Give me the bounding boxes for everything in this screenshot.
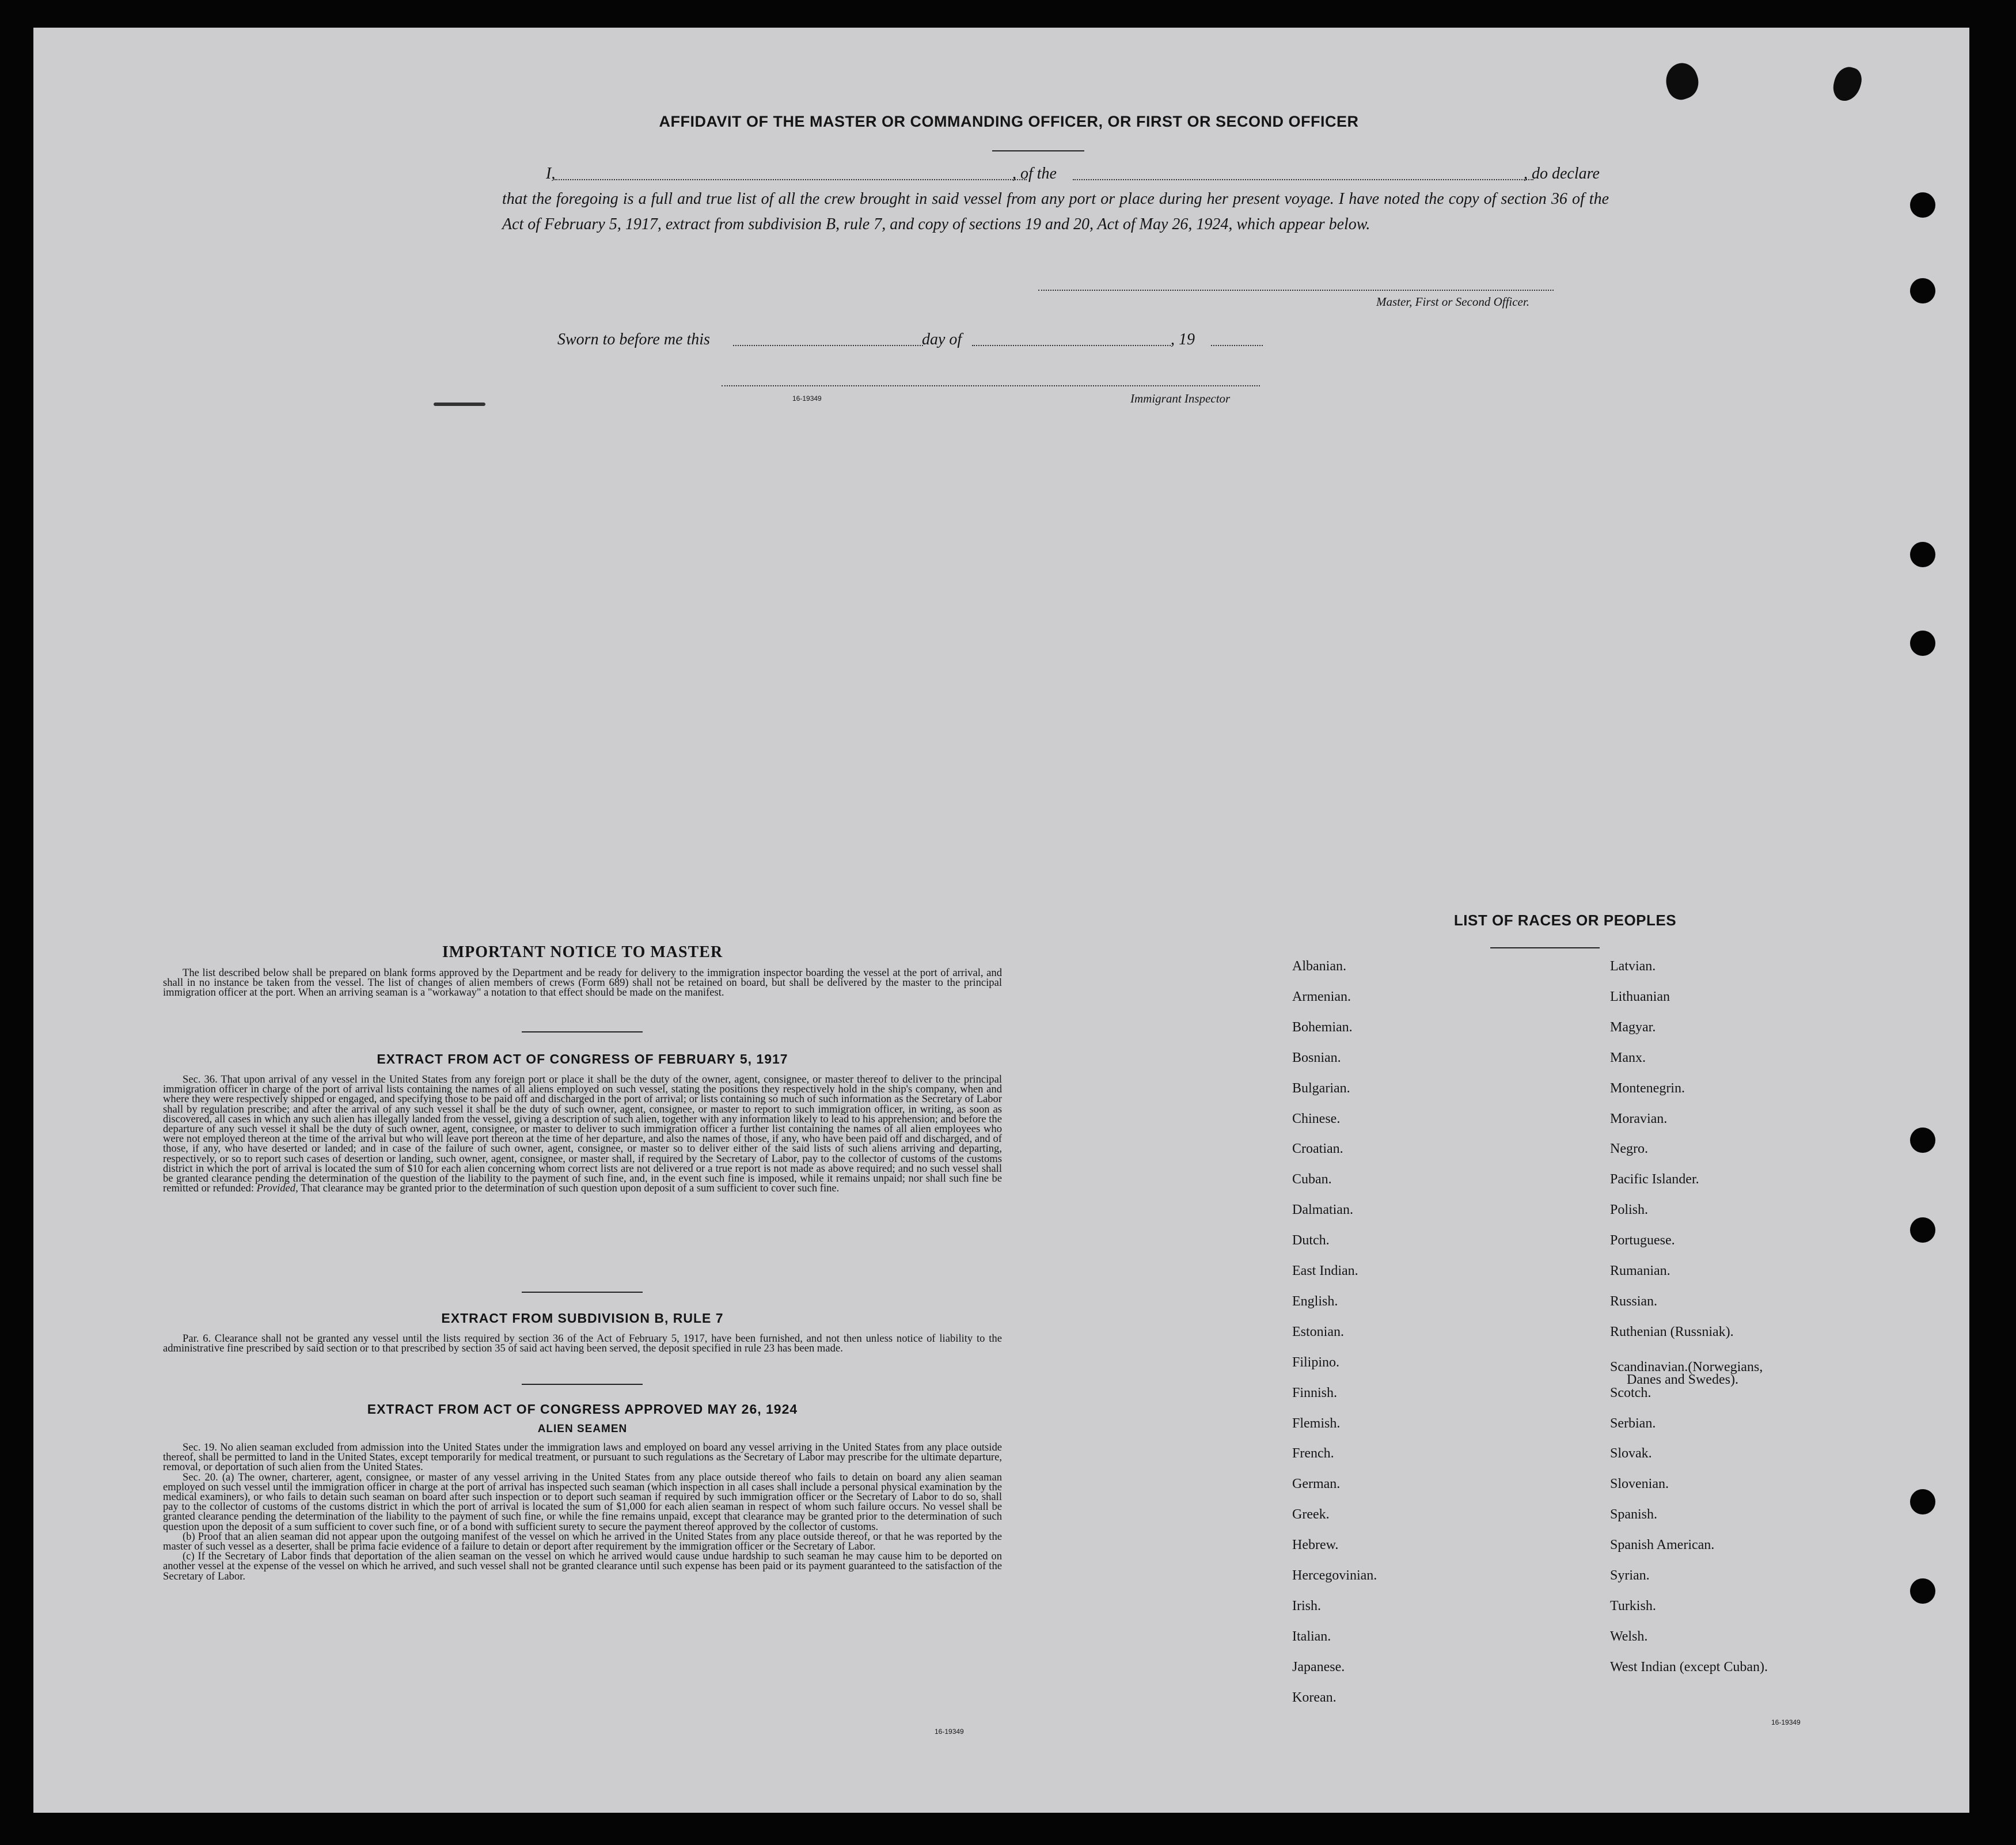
race-item: Welsh. xyxy=(1610,1628,1648,1644)
race-item: Japanese. xyxy=(1292,1659,1345,1675)
affidavit-of-the-label: , of the xyxy=(1012,165,1057,183)
rule7-title: EXTRACT FROM SUBDIVISION B, RULE 7 xyxy=(441,1311,724,1326)
document-page xyxy=(33,28,1969,1813)
race-item: Bulgarian. xyxy=(1292,1080,1350,1096)
race-item: Spanish. xyxy=(1610,1507,1658,1523)
sworn-year-field[interactable] xyxy=(1211,345,1263,346)
race-item: Slovak. xyxy=(1610,1446,1652,1461)
form-number-right: 16-19349 xyxy=(1771,1718,1801,1726)
rule7-paragraph: Par. 6. Clearance shall not be granted any vessel until the lists required by section 36 of the Act of February 5, 1917, have been furnished, and not then unless notice of liability to the administrative fine prescribed by said section or to that prescribed by section 35 of said act having been served, the deposit specified in rule 23 has been made. xyxy=(163,1332,1002,1355)
race-item: Slovenian. xyxy=(1610,1476,1669,1492)
race-item: Italian. xyxy=(1292,1628,1331,1644)
race-item: Albanian. xyxy=(1292,959,1346,974)
race-item: Serbian. xyxy=(1610,1415,1656,1431)
race-item: Magyar. xyxy=(1610,1019,1656,1035)
race-item: Portuguese. xyxy=(1610,1233,1675,1248)
race-item: English. xyxy=(1292,1293,1338,1309)
extract-1924-title: EXTRACT FROM ACT OF CONGRESS APPROVED MAY 26, 1924 xyxy=(367,1402,798,1417)
title-divider xyxy=(992,150,1084,151)
affidavit-i-label: I, xyxy=(546,165,556,183)
notice-text xyxy=(163,968,1002,998)
race-item: Montenegrin. xyxy=(1610,1080,1685,1096)
affidavit-declare-label: , do declare xyxy=(1524,165,1600,183)
ink-blot-2 xyxy=(1830,64,1865,104)
punch-hole-6 xyxy=(1910,1217,1935,1243)
race-item: Chinese. xyxy=(1292,1111,1341,1126)
extract-1917-title: EXTRACT FROM ACT OF CONGRESS OF FEBRUARY 5, 1917 xyxy=(377,1051,788,1066)
race-item: Lithuanian xyxy=(1610,989,1670,1004)
races-title: LIST OF RACES OR PEOPLES xyxy=(1453,912,1677,929)
affidavit-title: AFFIDAVIT OF THE MASTER OR COMMANDING OFFICER, OR FIRST OR SECOND OFFICER xyxy=(659,113,1359,130)
race-item: Moravian. xyxy=(1610,1111,1668,1126)
notice-title: IMPORTANT NOTICE TO MASTER xyxy=(442,943,723,961)
race-item: Finnish. xyxy=(1292,1385,1338,1400)
sworn-month-field[interactable] xyxy=(972,345,1171,346)
punch-hole-1 xyxy=(1910,192,1935,218)
form-number-top: 16-19349 xyxy=(792,394,822,403)
punch-hole-8 xyxy=(1910,1578,1935,1604)
proviso-text: That clearance may be granted prior to the determination of such question upon deposit of a sum sufficient to cover such fine. xyxy=(301,1182,840,1195)
race-item: Flemish. xyxy=(1292,1415,1341,1431)
punch-hole-7 xyxy=(1910,1489,1935,1514)
sec20b-paragraph: (b) Proof that an alien seaman did not appear upon the outgoing manifest of the vessel on which he arrived in the United States from any place outside thereof, or that he was reported by the master of such vessel as a deserter, shall be prima facie evidence of a failure to detain or deport after requirement by the immigration officer or the Secretary of Labor. xyxy=(163,1530,1002,1553)
race-item: Dutch. xyxy=(1292,1233,1330,1248)
race-item: Bohemian. xyxy=(1292,1019,1353,1035)
race-item: Greek. xyxy=(1292,1507,1330,1523)
punch-hole-5 xyxy=(1910,1128,1935,1153)
race-item: Korean. xyxy=(1292,1690,1337,1705)
race-item: Ruthenian (Russniak). xyxy=(1610,1324,1734,1339)
race-item: West Indian (except Cuban). xyxy=(1610,1659,1768,1675)
rule7-divider xyxy=(522,1384,643,1385)
rule7-text xyxy=(163,1334,1002,1353)
master-signature-line[interactable] xyxy=(1038,290,1554,291)
extract-1917-divider xyxy=(522,1292,643,1293)
master-signature-caption: Master, First or Second Officer. xyxy=(1376,295,1529,309)
punch-hole-4 xyxy=(1910,631,1935,656)
race-item: Hebrew. xyxy=(1292,1538,1339,1553)
races-divider xyxy=(1490,947,1600,948)
sworn-day-of: day of xyxy=(922,331,962,348)
race-item: East Indian. xyxy=(1292,1263,1358,1278)
inspector-caption: Immigrant Inspector xyxy=(1130,392,1231,405)
race-item: Manx. xyxy=(1610,1050,1646,1065)
punch-hole-2 xyxy=(1910,278,1935,303)
form-number-left: 16-19349 xyxy=(935,1728,964,1736)
sec20c-paragraph: (c) If the Secretary of Labor finds that deportation of the alien seaman on the vessel on which he arrived would cause undue hardship to such seaman he may cause him to be deported on another vessel at the expense of the vessel on which he arrived, and such vessel shall not be granted clearance until such expense has been paid or its payment guaranteed to the satisfaction of the Secretary of Labor. xyxy=(163,1550,1002,1582)
race-item: German. xyxy=(1292,1476,1341,1492)
race-item: Hercegovinian. xyxy=(1292,1568,1377,1583)
race-item: Turkish. xyxy=(1610,1598,1656,1614)
race-item: Rumanian. xyxy=(1610,1263,1670,1278)
affidavit-statement: that the foregoing is a full and true list of all the crew brought in said vessel from any port or place during her present voyage. I have noted the copy of section 36 of the Act of February 5, 1917, extract from subdivision B, rule 7, and copy of sections 19 and 20, Act of May 26, 1924, which appear below. xyxy=(502,190,1609,233)
notice-divider xyxy=(522,1031,643,1032)
race-item: Armenian. xyxy=(1292,989,1351,1004)
ink-blot-1 xyxy=(1661,59,1703,103)
punch-hole-3 xyxy=(1910,542,1935,567)
sec20a-paragraph: Sec. 20. (a) The owner, charterer, agent, consignee, or master of any vessel arriving in the United States from any place outside thereof who fails to detain on board any alien seaman employed on such vessel until the immigration officer in charge at the port of arrival has inspected such seaman (which inspection in all cases shall include a personal physical examination by the medical examiners), or who fails to detain such seaman on board after such inspection or to deport such seaman if required by such immigration officer or the Secretary of Labor to do so, shall pay to the collector of customs of the customs district in which the port of arrival is located the sum of $1,000 for each alien seaman in respect of whom such failure occurs. No vessel shall be granted clearance pending the determination of the liability to the payment of such fine, or while the fine remains unpaid, except that clearance may be granted prior to the determination of such question upon the deposit of a sum sufficient to cover such fine, or of a bond with sufficient surety to secure the payment thereof approved by the collector of customs. xyxy=(163,1471,1002,1533)
vessel-name-field[interactable] xyxy=(1073,179,1533,180)
sworn-year-label: , 19 xyxy=(1171,331,1195,348)
race-item: Negro. xyxy=(1610,1141,1648,1157)
race-item: Scandinavian.(Norwegians, xyxy=(1610,1359,1763,1375)
race-item: Syrian. xyxy=(1610,1568,1650,1583)
race-item: French. xyxy=(1292,1446,1334,1461)
race-item: Filipino. xyxy=(1292,1354,1340,1370)
race-item: Scotch. xyxy=(1610,1385,1651,1400)
notice-paragraph: The list described below shall be prepared on blank forms approved by the Department and be ready for delivery to the immigration inspector boarding the vessel at the port of arrival, and shall in no instance be taken from the vessel. The list of changes of alien members of crews (Form 689) shall not be retained on board, but shall be delivered by the master to the principal immigration officer at the port. When an arriving seaman is a "workaway" a notation to that effect should be made on the manifest. xyxy=(163,967,1002,999)
sworn-prefix: Sworn to before me this xyxy=(557,331,710,348)
sec36-paragraph xyxy=(163,1075,1002,1193)
race-item: Danes and Swedes). xyxy=(1627,1372,1738,1387)
race-item: Irish. xyxy=(1292,1598,1321,1614)
sworn-day-field[interactable] xyxy=(733,345,923,346)
extract-1924-text xyxy=(163,1442,1002,1581)
inspector-signature-line[interactable] xyxy=(722,385,1260,386)
master-name-field[interactable] xyxy=(555,179,1027,180)
margin-scratch xyxy=(434,403,485,406)
race-item: Spanish American. xyxy=(1610,1538,1715,1553)
proviso-word: Provided, xyxy=(256,1182,298,1195)
race-item: Bosnian. xyxy=(1292,1050,1341,1065)
sec36-body: Sec. 36. That upon arrival of any vessel in the United States from any foreign port or place it shall be the duty of the owner, agent, consignee, or master thereof to deliver to the principal immigration officer in charge of the port of arrival lists containing the names of all aliens employed on such vessel, stating the positions they respectively hold in the ship's company, when and where they were respectively shipped or engaged, and specifying those to be paid off and discharged in the port of arrival; or lists containing so much of such information as the Secretary of Labor shall by regulation prescribe; and after the arrival of any such vessel it shall be the duty of such owner, agent, consignee, or master to report to such immigration officer, in writing, as soon as discovered, all cases in which any such alien has illegally landed from the vessel, giving a description of such alien, together with any information likely to lead to his apprehension; and before the departure of any such vessel it shall be the duty of such owner, agent, consignee, or master to deliver to such immigration officer a further list containing the names of all alien employees who were not employed thereon at the time of the arrival but who will leave port thereon at the time of her departure, and also the names of those, if any, who have been paid off and discharged, and of those, if any, who have deserted or landed; and in case of the failure of such owner, agent, consignee, or master so to deliver either of the said lists of such aliens arriving and departing, respectively, or so to report such cases of desertion or landing, such owner, agent, consignee, or master shall, if required by the Secretary of Labor, pay to the collector of customs of the customs district in which the port of arrival is located the sum of $10 for each alien concerning whom correct lists are not delivered or a true report is not made as above required; and no such vessel shall be granted clearance pending the determination of the question of the liability to the payment of such fine, and, in the event such fine is imposed, while it remains unpaid; nor shall such fine be remitted or refunded: xyxy=(163,1073,1002,1195)
race-item: Cuban. xyxy=(1292,1172,1332,1187)
race-item: Croatian. xyxy=(1292,1141,1343,1157)
race-item: Dalmatian. xyxy=(1292,1202,1353,1218)
race-item: Estonian. xyxy=(1292,1324,1344,1339)
race-item: Polish. xyxy=(1610,1202,1649,1218)
race-item: Pacific Islander. xyxy=(1610,1172,1699,1187)
race-item: Latvian. xyxy=(1610,959,1656,974)
extract-1917-text xyxy=(163,1075,1002,1193)
sec19-paragraph: Sec. 19. No alien seaman excluded from admission into the United States under the immigration laws and employed on board any vessel arriving in the United States from any place outside thereof, shall be permitted to land in the United States, except temporarily for medical treatment, or pursuant to such regulations as the Secretary of Labor may prescribe for the ultimate departure, removal, or deportation of such alien from the United States. xyxy=(163,1441,1002,1474)
alien-seamen-subtitle: ALIEN SEAMEN xyxy=(537,1423,628,1435)
race-item: Russian. xyxy=(1610,1293,1658,1309)
